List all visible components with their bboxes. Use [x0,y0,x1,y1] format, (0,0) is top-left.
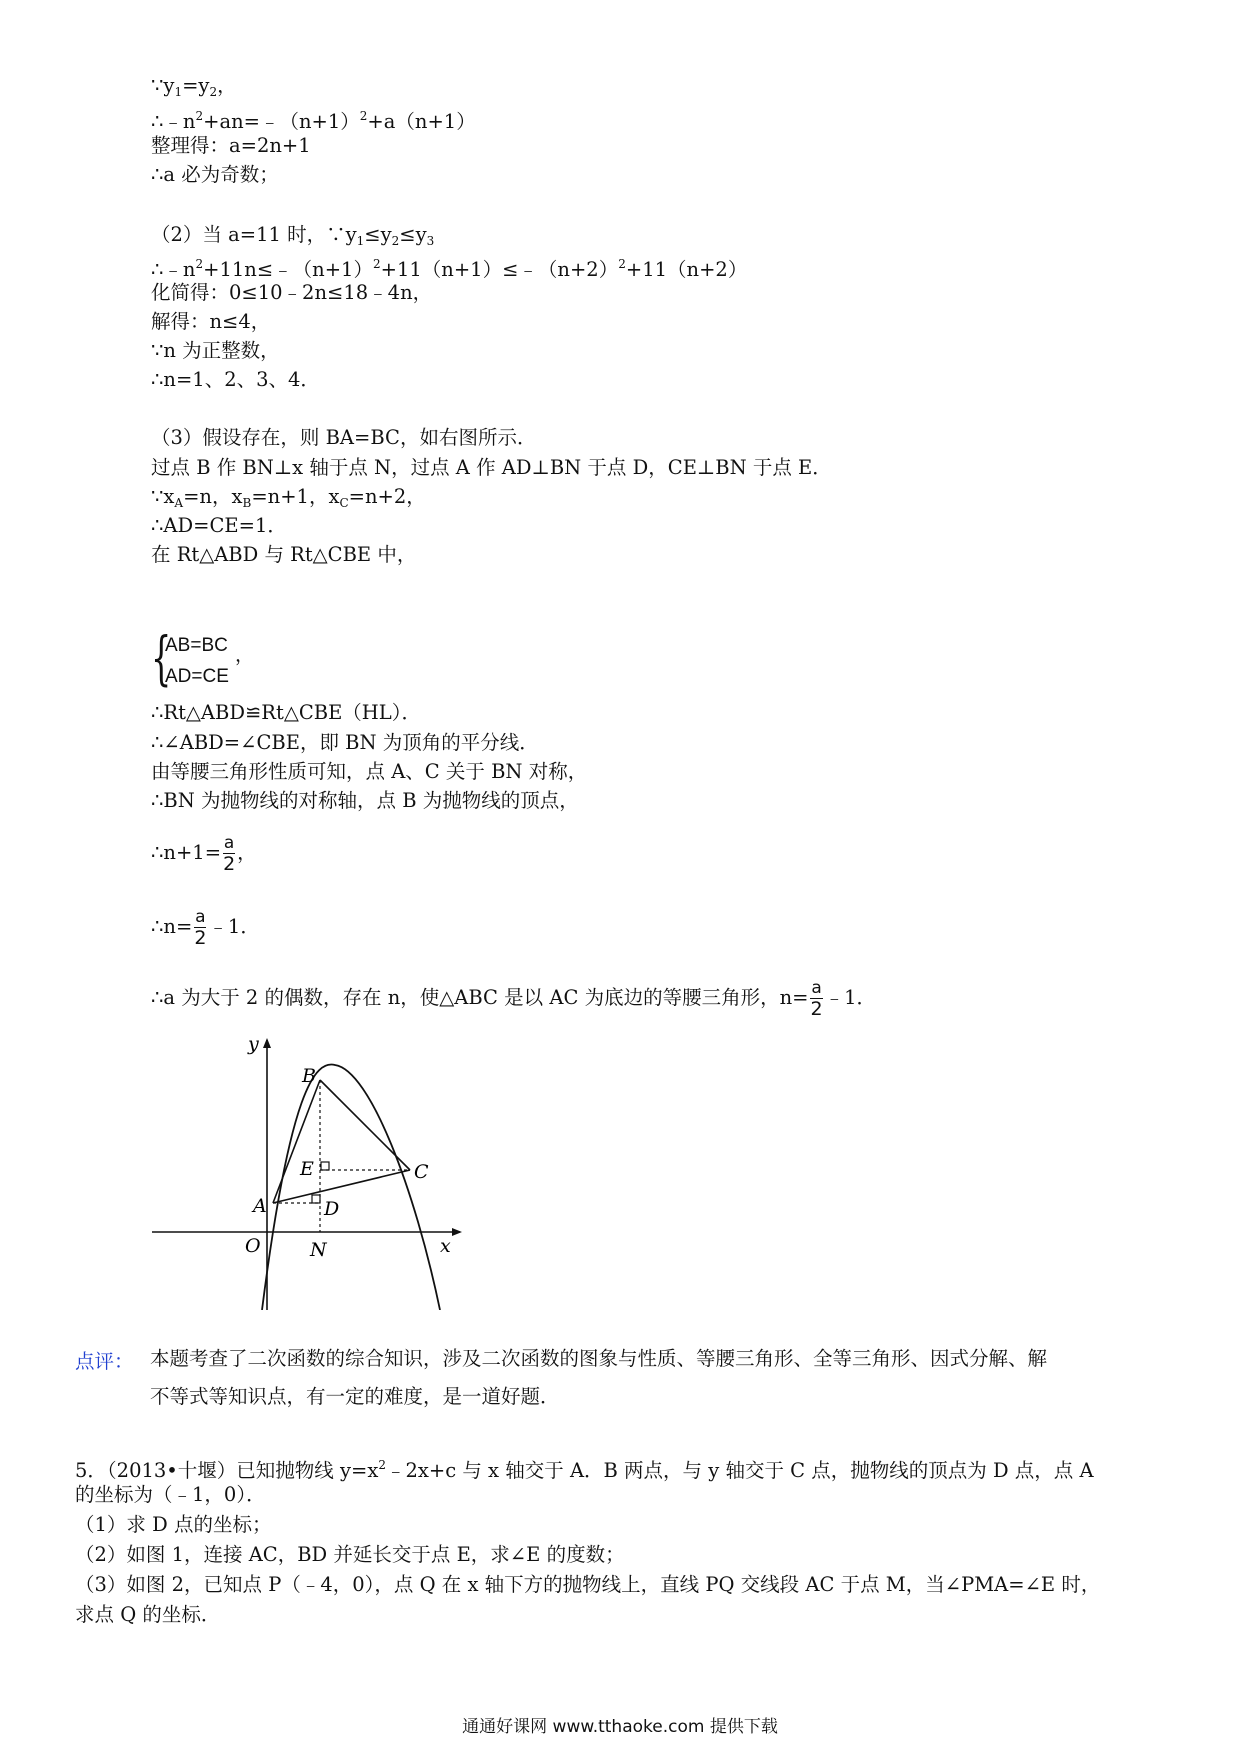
solution-line: 解得：n≤4， [151,310,271,333]
segment-ab [273,1080,320,1203]
label-y: y [248,1033,259,1055]
problem-line: （2）如图 1，连接 AC，BD 并延长交于点 E，求∠E 的度数； [75,1543,625,1566]
segment-ac [273,1170,410,1203]
x-axis-arrow [452,1228,462,1236]
solution-line: $\because y_1=y_2$， [151,74,237,99]
system-eq-1: AB=BC [165,635,228,656]
solution-line: ∴n=1、2、3、4． [151,368,320,391]
problem-line: （3）如图 2，已知点 P（﹣4，0），点 Q 在 x 轴下方的抛物线上，直线 PQ 交线段 AC 于点 M，当∠PMA=∠E 时， [75,1573,1101,1596]
problem-line: 求点 Q 的坐标． [75,1603,221,1626]
left-brace: { [151,624,172,692]
solution-line: $\because x_A=n$，$x_B=n+1$，$x_C=n+2$， [151,485,426,510]
parabola-figure [140,1020,480,1310]
y-axis-arrow [263,1038,271,1048]
solution-line: ∴n= $\frac{a}{2}$ ﹣1． [151,907,260,949]
solution-line: ∴Rt△ABD≌Rt△CBE（HL）． [151,701,422,724]
review-label: 点评： [75,1350,134,1373]
right-angle-d [312,1195,320,1203]
label-d: D [324,1198,340,1220]
problem-line: 的坐标为（﹣1，0）． [75,1483,266,1506]
label-c: C [414,1161,429,1183]
solution-line: （3）假设存在，则 BA=BC，如右图所示． [151,426,537,449]
solution-line: 化简得：0≤10﹣2n≤18﹣4n， [151,281,433,304]
fraction: $\frac{a}{2}$ [223,833,236,875]
label-b: B [302,1065,316,1087]
solution-line: $\therefore﹣n^2+an=﹣(n+1)^2+a(n+1)$ [151,109,476,133]
solution-line: ∴n+1= $\frac{a}{2}$ ， [151,833,257,875]
fraction: $\frac{a}{2}$ [810,978,823,1020]
parabola-curve [262,1065,440,1310]
solution-line: ∴a 为大于 2 的偶数，存在 n，使△ABC 是以 AC 为底边的等腰三角形，n= $\frac{a}{2}$ ﹣1． [151,978,876,1020]
review-text-line: 本题考查了二次函数的综合知识，涉及二次函数的图象与性质、等腰三角形、全等三角形、因式分解、解 [150,1347,1048,1370]
solution-line: $\therefore﹣n^2+11n\le﹣(n+1)^2+11(n+1)\le﹣(n+2)^2+11(n+2)$ [151,257,748,281]
page-footer: 通通好课网 www.tthaoke.com 提供下载 [462,1717,778,1737]
solution-line: 过点 B 作 BN⊥x 轴于点 N，过点 A 作 AD⊥BN 于点 D，CE⊥BN 于点 E． [151,456,832,479]
label-e: E [300,1158,314,1180]
label-x: x [440,1235,451,1257]
solution-line: 整理得：a=2n+1 [151,134,311,157]
review-text-line: 不等式等知识点，有一定的难度，是一道好题． [150,1385,560,1408]
problem-line: （1）求 D 点的坐标； [75,1513,272,1536]
solution-line: ∴a 必为奇数； [151,163,279,186]
solution-line: ∴∠ABD=∠CBE，即 BN 为顶角的平分线． [151,731,539,754]
right-angle-e [321,1162,329,1170]
solution-line: ∴BN 为抛物线的对称轴，点 B 为抛物线的顶点， [151,789,579,812]
solution-line: ∵n 为正整数， [151,339,280,362]
label-n: N [310,1239,327,1261]
label-a: A [253,1195,267,1217]
solution-line: ∴AD=CE=1． [151,514,287,537]
label-o: O [245,1235,261,1257]
solution-line: （2）当 a=11 时，$\because y_1\le y_2\le y_3$ [151,223,435,248]
system-comma: ， [235,644,255,666]
solution-line: 在 Rt△ABD 与 Rt△CBE 中， [151,543,417,566]
problem-line: 5．（2013•十堰）已知抛物线 $y=x^2﹣2x+c$ 与 x 轴交于 A．B 两点，与 y 轴交于 C 点，抛物线的顶点为 D 点，点 A [75,1458,1094,1482]
system-eq-2: AD=CE [165,666,229,687]
solution-line: 由等腰三角形性质可知，点 A、C 关于 BN 对称， [151,760,588,783]
fraction: $\frac{a}{2}$ [194,907,207,949]
